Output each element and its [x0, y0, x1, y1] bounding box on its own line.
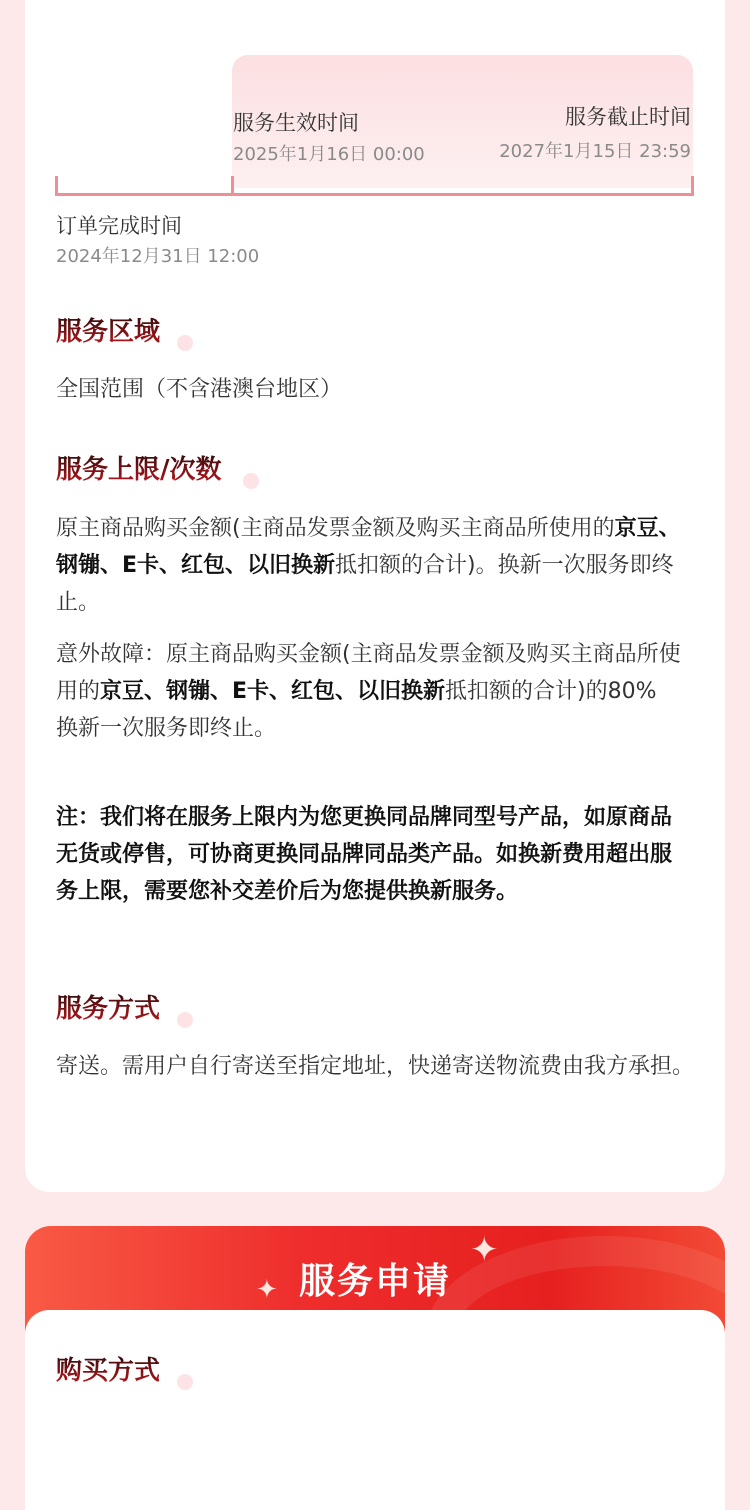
decor-dot — [177, 1374, 193, 1390]
order-complete-label: 订单完成时间 — [56, 214, 182, 238]
service-area-title: 服务区域 — [56, 311, 162, 352]
service-end-label: 服务截止时间 — [565, 105, 691, 129]
service-apply-title: 服务申请 — [298, 1261, 451, 1302]
purchase-card — [25, 1310, 725, 1510]
decor-dot — [243, 473, 259, 489]
service-method-title: 服务方式 — [56, 988, 162, 1029]
service-start-time: 2025年1月16日 00:00 — [233, 144, 425, 165]
decor-dot — [177, 1012, 193, 1028]
sparkle-icon: ✦ — [256, 1275, 278, 1305]
limit-paragraph-1: 原主商品购买金额(主商品发票金额及购买主商品所使用的京豆、钢镚、E卡、红包、以旧换新抵扣额的合计)。换新一次服务即终止。 — [56, 516, 681, 615]
decor-dot — [177, 335, 193, 351]
timeline-line — [56, 193, 694, 196]
service-end-time: 2027年1月15日 23:59 — [499, 141, 691, 162]
service-area-text: 全国范围（不含港澳台地区） — [56, 377, 343, 402]
sparkle-icon: ✦ — [470, 1230, 499, 1270]
purchase-method-title: 购买方式 — [56, 1350, 162, 1391]
order-complete-time: 2024年12月31日 12:00 — [56, 246, 260, 267]
service-start-label: 服务生效时间 — [233, 111, 359, 135]
service-method-text: 寄送。需用户自行寄送至指定地址，快递寄送物流费由我方承担。 — [56, 1054, 695, 1079]
timeline-tick-order — [55, 176, 58, 196]
limit-note: 注：我们将在服务上限内为您更换同品牌同型号产品，如原商品无货或停售，可协商更换同品牌同品类产品。如换新费用超出服务上限，需要您补交差价后为您提供换新服务。 — [56, 805, 673, 904]
service-limit-title: 服务上限/次数 — [56, 449, 224, 490]
timeline-tick-start — [231, 176, 234, 196]
limit-paragraph-2: 意外故障：原主商品购买金额(主商品发票金额及购买主商品所使用的京豆、钢镚、E卡、红包、以旧换新抵扣额的合计)的80% 换新一次服务即终止。 — [56, 642, 681, 741]
timeline-tick-end — [691, 176, 694, 196]
